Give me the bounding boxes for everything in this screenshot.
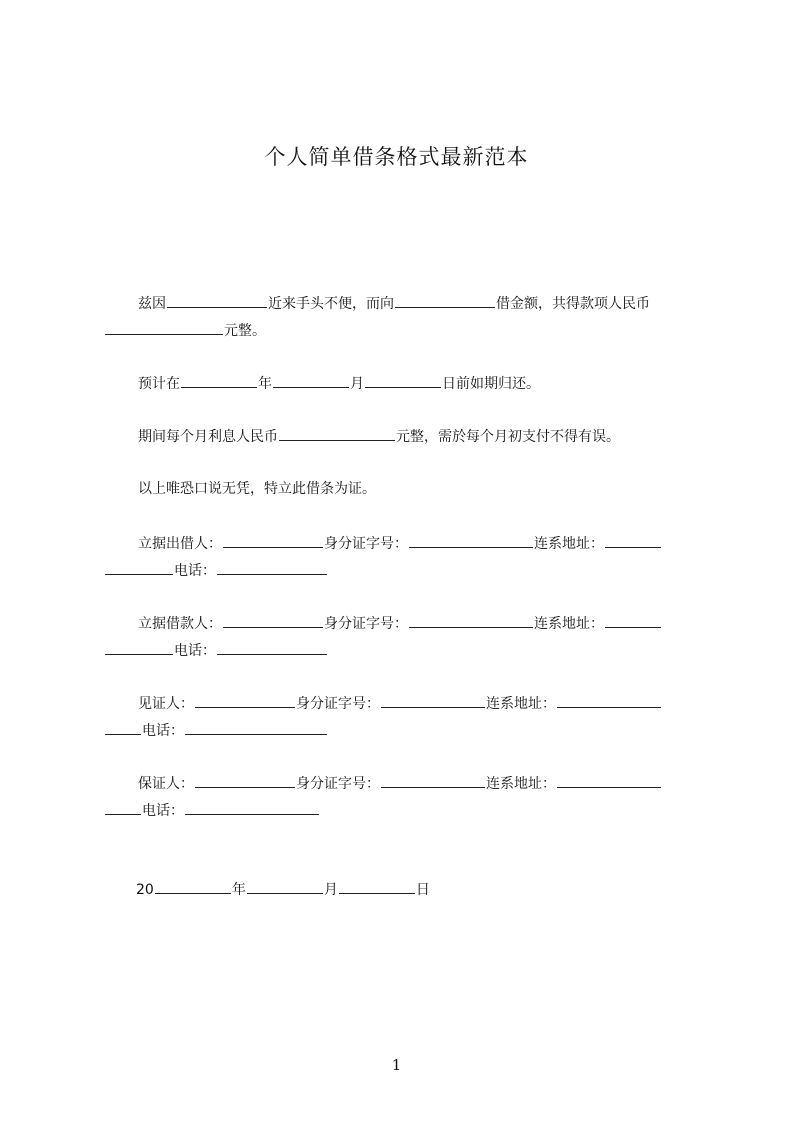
date-year-label: 年 <box>231 882 246 898</box>
date-prefix: 20 <box>136 882 154 898</box>
guarantor-id-field[interactable] <box>381 773 485 788</box>
repay-month-blank[interactable] <box>273 373 349 388</box>
reason-blank[interactable] <box>167 293 267 308</box>
reason-text: 近来手头不便，而向 <box>268 296 394 312</box>
paragraph-amount-line <box>104 320 266 340</box>
reason-prefix: 兹因 <box>138 296 166 312</box>
guarantor-label: 保证人： <box>138 776 194 792</box>
amount-suffix: 元整。 <box>224 323 266 339</box>
lender-id-label: 身分证字号： <box>324 536 408 552</box>
interest-blank[interactable] <box>279 426 395 441</box>
date-year-blank[interactable] <box>155 879 231 894</box>
borrower-line-2 <box>104 640 328 660</box>
lender-line-2 <box>104 560 328 580</box>
witness-name-field[interactable] <box>195 693 295 708</box>
loan-text: 借金额，共得款项人民币 <box>496 296 650 312</box>
borrower-label: 立据借款人： <box>138 616 222 632</box>
borrower-id-label: 身分证字号： <box>324 616 408 632</box>
lender-id-field[interactable] <box>409 533 533 548</box>
borrower-address-label: 连系地址： <box>534 616 604 632</box>
borrower-name-field[interactable] <box>223 613 323 628</box>
amount-blank[interactable] <box>105 320 223 335</box>
guarantor-address-field-cont[interactable] <box>105 800 141 815</box>
page-number: 1 <box>391 1056 402 1074</box>
guarantor-address-label: 连系地址： <box>486 776 556 792</box>
witness-id-label: 身分证字号： <box>296 696 380 712</box>
lender-phone-label: 电话： <box>174 563 216 579</box>
paragraph-repay-date <box>138 373 540 393</box>
witness-phone-label: 电话： <box>142 723 184 739</box>
witness-line-2 <box>104 720 328 740</box>
document-title: 个人简单借条格式最新范本 <box>264 145 529 169</box>
borrower-address-field[interactable] <box>605 613 661 628</box>
paragraph-interest <box>138 426 620 446</box>
date-day-blank[interactable] <box>339 879 415 894</box>
witness-id-field[interactable] <box>381 693 485 708</box>
repay-year-blank[interactable] <box>181 373 257 388</box>
borrower-line <box>138 613 662 633</box>
guarantor-phone-label: 电话： <box>142 803 184 819</box>
lender-label: 立据出借人： <box>138 536 222 552</box>
borrower-phone-field[interactable] <box>217 640 327 655</box>
paragraph-reason <box>138 293 650 313</box>
borrower-phone-label: 电话： <box>174 643 216 659</box>
signing-date-line <box>136 879 430 899</box>
guarantor-line <box>138 773 662 793</box>
repay-year-label: 年 <box>258 376 272 392</box>
lender-name-blank[interactable] <box>395 293 495 308</box>
witness-phone-field[interactable] <box>185 720 327 735</box>
witness-label: 见证人： <box>138 696 194 712</box>
interest-prefix: 期间每个月利息人民币 <box>138 429 278 445</box>
borrower-address-field-cont[interactable] <box>105 640 173 655</box>
repay-month-label: 月 <box>350 376 364 392</box>
witness-address-field[interactable] <box>557 693 661 708</box>
guarantor-name-field[interactable] <box>195 773 295 788</box>
witness-address-label: 连系地址： <box>486 696 556 712</box>
lender-name-field[interactable] <box>223 533 323 548</box>
witness-line <box>138 693 662 713</box>
guarantor-address-field[interactable] <box>557 773 661 788</box>
date-month-blank[interactable] <box>247 879 323 894</box>
lender-line <box>138 533 662 553</box>
lender-address-field-cont[interactable] <box>105 560 173 575</box>
interest-suffix: 元整，需於每个月初支付不得有误。 <box>396 429 620 445</box>
lender-address-field[interactable] <box>605 533 661 548</box>
lender-address-label: 连系地址： <box>534 536 604 552</box>
guarantor-phone-field[interactable] <box>185 800 319 815</box>
paragraph-statement: 以上唯恐口说无凭，特立此借条为证。 <box>138 481 376 497</box>
date-month-label: 月 <box>323 882 338 898</box>
date-day-label: 日 <box>415 882 430 898</box>
repay-suffix: 日前如期归还。 <box>442 376 540 392</box>
repay-prefix: 预计在 <box>138 376 180 392</box>
borrower-id-field[interactable] <box>409 613 533 628</box>
lender-phone-field[interactable] <box>217 560 327 575</box>
repay-day-blank[interactable] <box>365 373 441 388</box>
witness-address-field-cont[interactable] <box>105 720 141 735</box>
guarantor-id-label: 身分证字号： <box>296 776 380 792</box>
guarantor-line-2 <box>104 800 320 820</box>
